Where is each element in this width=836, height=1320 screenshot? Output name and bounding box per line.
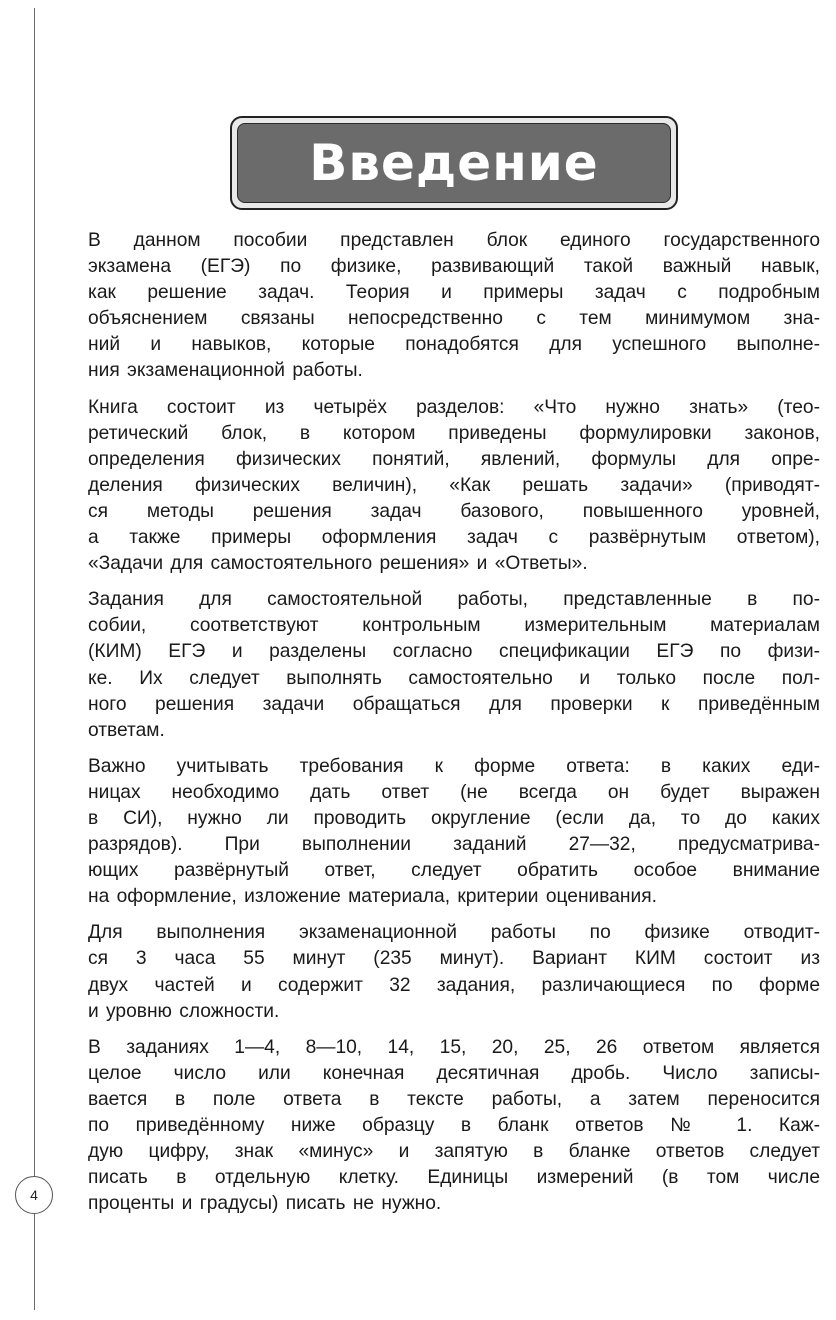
- text-line: ницах необходимо дать ответ (не всегда он будет выражен: [88, 781, 820, 803]
- text-line: и уровню сложности.: [88, 1000, 280, 1022]
- text-line: по приведённому ниже образцу в бланк ответов № 1. Каж-: [88, 1115, 820, 1136]
- paragraph: [88, 920, 820, 1024]
- text-line: определения физических понятий, явлений, формулы для опре-: [88, 448, 820, 470]
- text-line: писать в отдельную клетку. Единицы измерений (в том числе: [88, 1167, 820, 1189]
- text-line: в СИ), нужно ли проводить округление (если да, то до каких: [88, 807, 820, 829]
- margin-rule: [34, 8, 35, 1310]
- page-number: 4: [30, 1187, 38, 1203]
- title-banner: [230, 116, 678, 210]
- title-banner-inner: [237, 123, 671, 203]
- text-line: деления физических величин), «Как решать задачи» (приводят-: [88, 474, 820, 496]
- text-line: на оформление, изложение материала, критерии оценивания.: [88, 886, 657, 908]
- text-line: Важно учитывать требования к форме ответа: в каких еди-: [88, 755, 820, 777]
- text-line: В данном пособии представлен блок единого государственного: [88, 230, 820, 251]
- page-title: Введение: [309, 134, 599, 192]
- text-line: проценты и градусы) писать не нужно.: [88, 1193, 442, 1215]
- text-line: ний и навыков, которые понадобятся для успешного выполне-: [88, 334, 820, 356]
- paragraph: [88, 587, 820, 744]
- text-line: ке. Их следует выполнять самостоятельно и только после пол-: [88, 667, 820, 689]
- text-line: Книга состоит из четырёх разделов: «Что нужно знать» (тео-: [88, 396, 820, 418]
- text-line: В заданиях 1—4, 8—10, 14, 15, 20, 25, 26 ответом является: [88, 1036, 820, 1058]
- text-line: разрядов). При выполнении заданий 27—32, предусматрива-: [88, 834, 820, 856]
- text-line: как решение задач. Теория и примеры задач с подробным: [88, 282, 820, 304]
- text-line: ся методы решения задач базового, повышенного уровней,: [88, 500, 820, 522]
- paragraph: [88, 1035, 820, 1218]
- paragraph: [88, 228, 820, 385]
- text-line: (КИМ) ЕГЭ и разделены согласно спецификации ЕГЭ по физи-: [88, 641, 820, 663]
- page-number-badge: [15, 1176, 53, 1214]
- text-line: ного решения задачи обращаться для проверки к приведённым: [88, 693, 820, 715]
- text-line: ся 3 часа 55 минут (235 минут). Вариант КИМ состоит из: [88, 948, 820, 970]
- text-line: ющих развёрнутый ответ, следует обратить особое внимание: [88, 860, 820, 882]
- paragraph: [88, 754, 820, 911]
- body-text: [88, 228, 820, 1227]
- text-line: экзамена (ЕГЭ) по физике, развивающий такой важный навык,: [88, 256, 820, 278]
- text-line: «Задачи для самостоятельного решения» и «Ответы».: [88, 553, 588, 575]
- text-line: Для выполнения экзаменационной работы по физике отводит-: [88, 922, 820, 944]
- text-line: вается в поле ответа в тексте работы, а затем переносится: [88, 1088, 820, 1110]
- text-line: ретический блок, в котором приведены формулировки законов,: [88, 422, 820, 444]
- text-line: а также примеры оформления задач с развёрнутым ответом),: [88, 527, 820, 549]
- text-line: Задания для самостоятельной работы, представленные в по-: [88, 589, 820, 611]
- text-line: двух частей и содержит 32 задания, различающиеся по форме: [88, 974, 820, 996]
- text-line: ответам.: [88, 719, 165, 741]
- text-line: целое число или конечная десятичная дробь. Число записы-: [88, 1062, 820, 1084]
- text-line: объяснением связаны непосредственно с тем минимумом зна-: [88, 308, 820, 330]
- text-line: ния экзаменационной работы.: [88, 360, 363, 382]
- text-line: собии, соответствуют контрольным измерительным материалам: [88, 615, 820, 637]
- text-line: дую цифру, знак «минус» и запятую в бланке ответов следует: [88, 1141, 820, 1163]
- paragraph: [88, 395, 820, 578]
